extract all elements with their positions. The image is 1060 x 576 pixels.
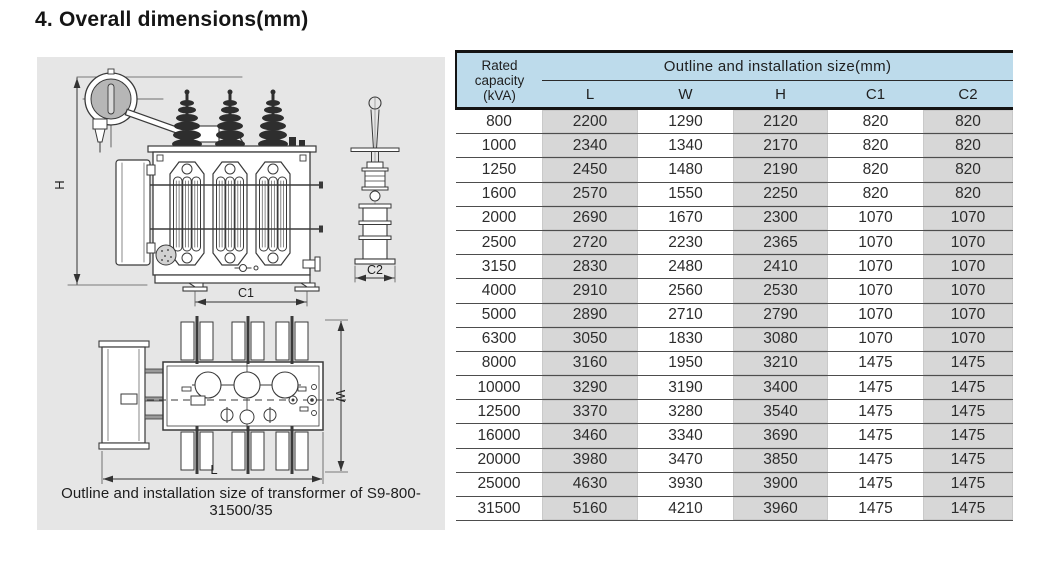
dim-cell-h: 3080 [733,327,828,351]
transformer-outline-drawing [37,57,445,530]
dim-cell-l: 2570 [542,182,638,206]
dim-cell-l: 3370 [542,400,638,424]
capacity-cell: 2500 [456,230,542,254]
dim-cell-w: 1290 [638,109,733,134]
dim-cell-c2: 1070 [923,206,1013,230]
dim-cell-c1: 820 [828,134,923,158]
table-row [456,109,1013,134]
dim-cell-c1: 1070 [828,230,923,254]
dim-cell-c2: 820 [923,134,1013,158]
dim-cell-h: 2790 [733,303,828,327]
header-group-outline-size: Outline and installation size(mm) [542,52,1013,81]
table-row [456,497,1013,521]
dim-cell-c1: 1475 [828,448,923,472]
dim-label-c1: C1 [238,286,254,300]
dim-cell-h: 2410 [733,255,828,279]
dim-cell-c1: 1070 [828,279,923,303]
header-rated-line3: (kVA) [483,87,516,103]
dim-label-l: L [210,462,218,477]
dim-cell-c2: 1475 [923,376,1013,400]
dim-cell-l: 2690 [542,206,638,230]
dim-cell-c2: 1070 [923,327,1013,351]
dim-cell-l: 2450 [542,158,638,182]
dim-cell-c1: 1475 [828,351,923,375]
table-row [456,255,1013,279]
capacity-cell: 6300 [456,327,542,351]
header-col-c1: C1 [828,81,923,109]
dim-cell-l: 3160 [542,351,638,375]
page-title: 4. Overall dimensions(mm) [35,8,309,31]
dim-cell-l: 3290 [542,376,638,400]
dimensions-table-wrap [455,50,1012,521]
dim-cell-h: 3210 [733,351,828,375]
dim-cell-w: 2480 [638,255,733,279]
dim-cell-c1: 1070 [828,255,923,279]
header-col-l: L [542,81,638,109]
table-row [456,303,1013,327]
dim-cell-w: 2560 [638,279,733,303]
header-col-w: W [638,81,733,109]
dim-cell-c1: 820 [828,182,923,206]
dim-cell-l: 3050 [542,327,638,351]
dim-cell-l: 2720 [542,230,638,254]
dim-cell-w: 3280 [638,400,733,424]
dim-cell-w: 3340 [638,424,733,448]
capacity-cell: 1600 [456,182,542,206]
header-rated-line2: capacity [474,72,525,88]
dim-cell-c2: 1070 [923,255,1013,279]
capacity-cell: 12500 [456,400,542,424]
dim-cell-w: 2710 [638,303,733,327]
dim-cell-w: 1830 [638,327,733,351]
dim-cell-w: 4210 [638,497,733,521]
dim-cell-l: 2200 [542,109,638,134]
header-col-h: H [733,81,828,109]
table-row [456,158,1013,182]
capacity-cell: 8000 [456,351,542,375]
dim-cell-h: 2190 [733,158,828,182]
dim-cell-c2: 1475 [923,472,1013,496]
dim-cell-c1: 1070 [828,303,923,327]
dim-cell-l: 5160 [542,497,638,521]
dim-cell-c2: 1475 [923,448,1013,472]
dim-cell-l: 2910 [542,279,638,303]
table-row [456,351,1013,375]
table-header [456,52,1013,109]
dim-cell-c2: 1070 [923,303,1013,327]
capacity-cell: 16000 [456,424,542,448]
dim-cell-w: 3470 [638,448,733,472]
dim-cell-w: 2230 [638,230,733,254]
dim-label-h: H [52,180,67,190]
dim-cell-c1: 820 [828,158,923,182]
capacity-cell: 20000 [456,448,542,472]
dim-cell-l: 2830 [542,255,638,279]
capacity-cell: 3150 [456,255,542,279]
capacity-cell: 25000 [456,472,542,496]
dim-cell-h: 2300 [733,206,828,230]
header-col-c2: C2 [923,81,1013,109]
dim-cell-c2: 1070 [923,279,1013,303]
capacity-cell: 31500 [456,497,542,521]
table-row [456,206,1013,230]
dim-cell-w: 1480 [638,158,733,182]
dim-cell-h: 2170 [733,134,828,158]
dim-cell-h: 3850 [733,448,828,472]
dim-cell-c1: 1475 [828,497,923,521]
dim-label-c2: C2 [367,263,383,277]
dim-cell-h: 2250 [733,182,828,206]
table-row [456,400,1013,424]
table-row [456,472,1013,496]
diagram-panel [37,57,445,530]
table-row [456,424,1013,448]
dim-cell-c2: 820 [923,109,1013,134]
diagram-caption: Outline and installation size of transformer of S9-800-31500/35 [61,485,421,519]
dim-cell-c1: 1475 [828,400,923,424]
table-row [456,279,1013,303]
dim-cell-w: 1340 [638,134,733,158]
dim-cell-l: 3460 [542,424,638,448]
dim-cell-w: 1950 [638,351,733,375]
capacity-cell: 5000 [456,303,542,327]
dim-cell-c2: 1475 [923,497,1013,521]
capacity-cell: 2000 [456,206,542,230]
table-body [456,109,1013,521]
dim-cell-w: 1550 [638,182,733,206]
top-view [99,316,349,484]
dim-cell-c2: 820 [923,158,1013,182]
dim-cell-c2: 1070 [923,230,1013,254]
dim-cell-c1: 1475 [828,376,923,400]
dim-cell-c1: 1070 [828,327,923,351]
dim-cell-h: 3690 [733,424,828,448]
dim-cell-h: 3900 [733,472,828,496]
dim-cell-h: 3960 [733,497,828,521]
dim-cell-h: 2530 [733,279,828,303]
dim-cell-l: 2340 [542,134,638,158]
capacity-cell: 1250 [456,158,542,182]
dimensions-table [455,50,1013,521]
dim-cell-c2: 1475 [923,424,1013,448]
dim-cell-c2: 820 [923,182,1013,206]
capacity-cell: 10000 [456,376,542,400]
header-rated-line1: Rated [481,57,518,73]
dim-cell-l: 2890 [542,303,638,327]
dim-cell-h: 3540 [733,400,828,424]
table-row [456,448,1013,472]
front-view [52,69,399,306]
capacity-cell: 4000 [456,279,542,303]
dim-cell-c1: 1070 [828,206,923,230]
dim-cell-h: 2365 [733,230,828,254]
table-row [456,376,1013,400]
dim-cell-w: 3190 [638,376,733,400]
dim-cell-c2: 1475 [923,351,1013,375]
dim-cell-w: 3930 [638,472,733,496]
table-row [456,134,1013,158]
table-row [456,327,1013,351]
dim-cell-h: 3400 [733,376,828,400]
dim-cell-c2: 1475 [923,400,1013,424]
dim-cell-w: 1670 [638,206,733,230]
capacity-cell: 1000 [456,134,542,158]
capacity-cell: 800 [456,109,542,134]
dim-cell-c1: 820 [828,109,923,134]
dim-cell-c1: 1475 [828,424,923,448]
dim-cell-h: 2120 [733,109,828,134]
bushing-detail [351,97,399,282]
table-row [456,230,1013,254]
dim-label-w: W [333,389,348,403]
header-rated-capacity [456,52,542,109]
dim-cell-l: 4630 [542,472,638,496]
dim-cell-c1: 1475 [828,472,923,496]
table-row [456,182,1013,206]
dim-cell-l: 3980 [542,448,638,472]
